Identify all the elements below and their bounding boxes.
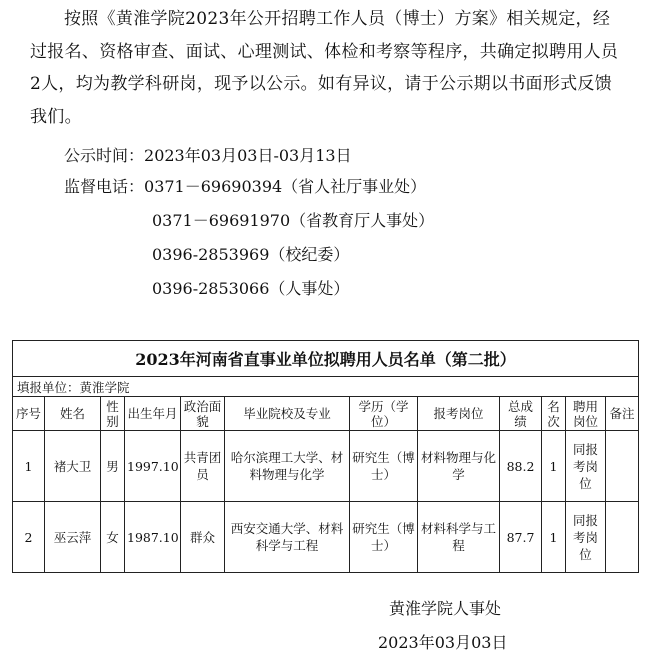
col-header: 序号	[13, 397, 45, 431]
cell-degree: 研究生（博士）	[350, 502, 418, 573]
table-row	[13, 502, 639, 573]
reporting-unit: 填报单位：黄淮学院	[13, 377, 639, 397]
phone-number: 0396-2853969（校纪委）	[152, 245, 350, 264]
period-value: 2023年03月03日-03月13日	[144, 146, 352, 165]
phone-line-2	[152, 210, 434, 232]
phone-label: 监督电话：	[64, 177, 145, 196]
cell-remark	[606, 431, 639, 502]
cell-score: 87.7	[500, 502, 542, 573]
cell-score: 88.2	[500, 431, 542, 502]
phone-number: 0396-2853066（人事处）	[152, 279, 350, 298]
roster-table	[12, 340, 639, 573]
table-title: 2023年河南省直事业单位拟聘用人员名单（第二批）	[13, 341, 639, 377]
phone-number: 0371－69691970（省教育厅人事处）	[152, 211, 435, 230]
cell-birth: 1987.10	[125, 502, 181, 573]
col-header: 名次	[542, 397, 566, 431]
cell-applied-post: 材料科学与工程	[418, 502, 500, 573]
cell-applied-post: 材料物理与化学	[418, 431, 500, 502]
cell-remark	[606, 502, 639, 573]
cell-gender: 女	[101, 502, 125, 573]
signature-org: 黄淮学院人事处	[389, 599, 502, 618]
period-label: 公示时间：	[64, 146, 145, 165]
cell-degree: 研究生（博士）	[350, 431, 418, 502]
cell-name: 褚大卫	[45, 431, 101, 502]
cell-political: 共青团员	[181, 431, 225, 502]
col-header: 性别	[101, 397, 125, 431]
table-header-row	[13, 397, 639, 431]
col-header: 备注	[606, 397, 639, 431]
phone-number: 0371－69690394（省人社厅事业处）	[144, 177, 427, 196]
col-header: 出生年月	[125, 397, 181, 431]
col-header: 学历（学位）	[350, 397, 418, 431]
cell-gender: 男	[101, 431, 125, 502]
cell-school-major: 西安交通大学、材料科学与工程	[225, 502, 350, 573]
phone-line-4	[152, 278, 349, 300]
col-header: 毕业院校及专业	[225, 397, 350, 431]
col-header: 总成绩	[500, 397, 542, 431]
col-header: 姓名	[45, 397, 101, 431]
table-row	[13, 431, 639, 502]
cell-hired-post: 同报考岗位	[566, 431, 606, 502]
cell-birth: 1997.10	[125, 431, 181, 502]
col-header: 报考岗位	[418, 397, 500, 431]
cell-index: 1	[13, 431, 45, 502]
phone-line-1	[64, 176, 426, 198]
cell-political: 群众	[181, 502, 225, 573]
cell-index: 2	[13, 502, 45, 573]
notice-period	[64, 145, 352, 167]
cell-hired-post: 同报考岗位	[566, 502, 606, 573]
phone-line-3	[152, 244, 349, 266]
cell-name: 巫云萍	[45, 502, 101, 573]
col-header: 聘用岗位	[566, 397, 606, 431]
cell-rank: 1	[542, 431, 566, 502]
cell-school-major: 哈尔滨理工大学、材料物理与化学	[225, 431, 350, 502]
cell-rank: 1	[542, 502, 566, 573]
col-header: 政治面貌	[181, 397, 225, 431]
signature-date: 2023年03月03日	[378, 633, 508, 652]
notice-paragraph: 按照《黄淮学院2023年公开招聘工作人员（博士）方案》相关规定，经过报名、资格审查、面试、心理测试、体检和考察等程序，共确定拟聘用人员2人，均为教学科研岗，现予以公示。如有异议，请于公示期以书面形式反馈我们。	[30, 9, 619, 127]
